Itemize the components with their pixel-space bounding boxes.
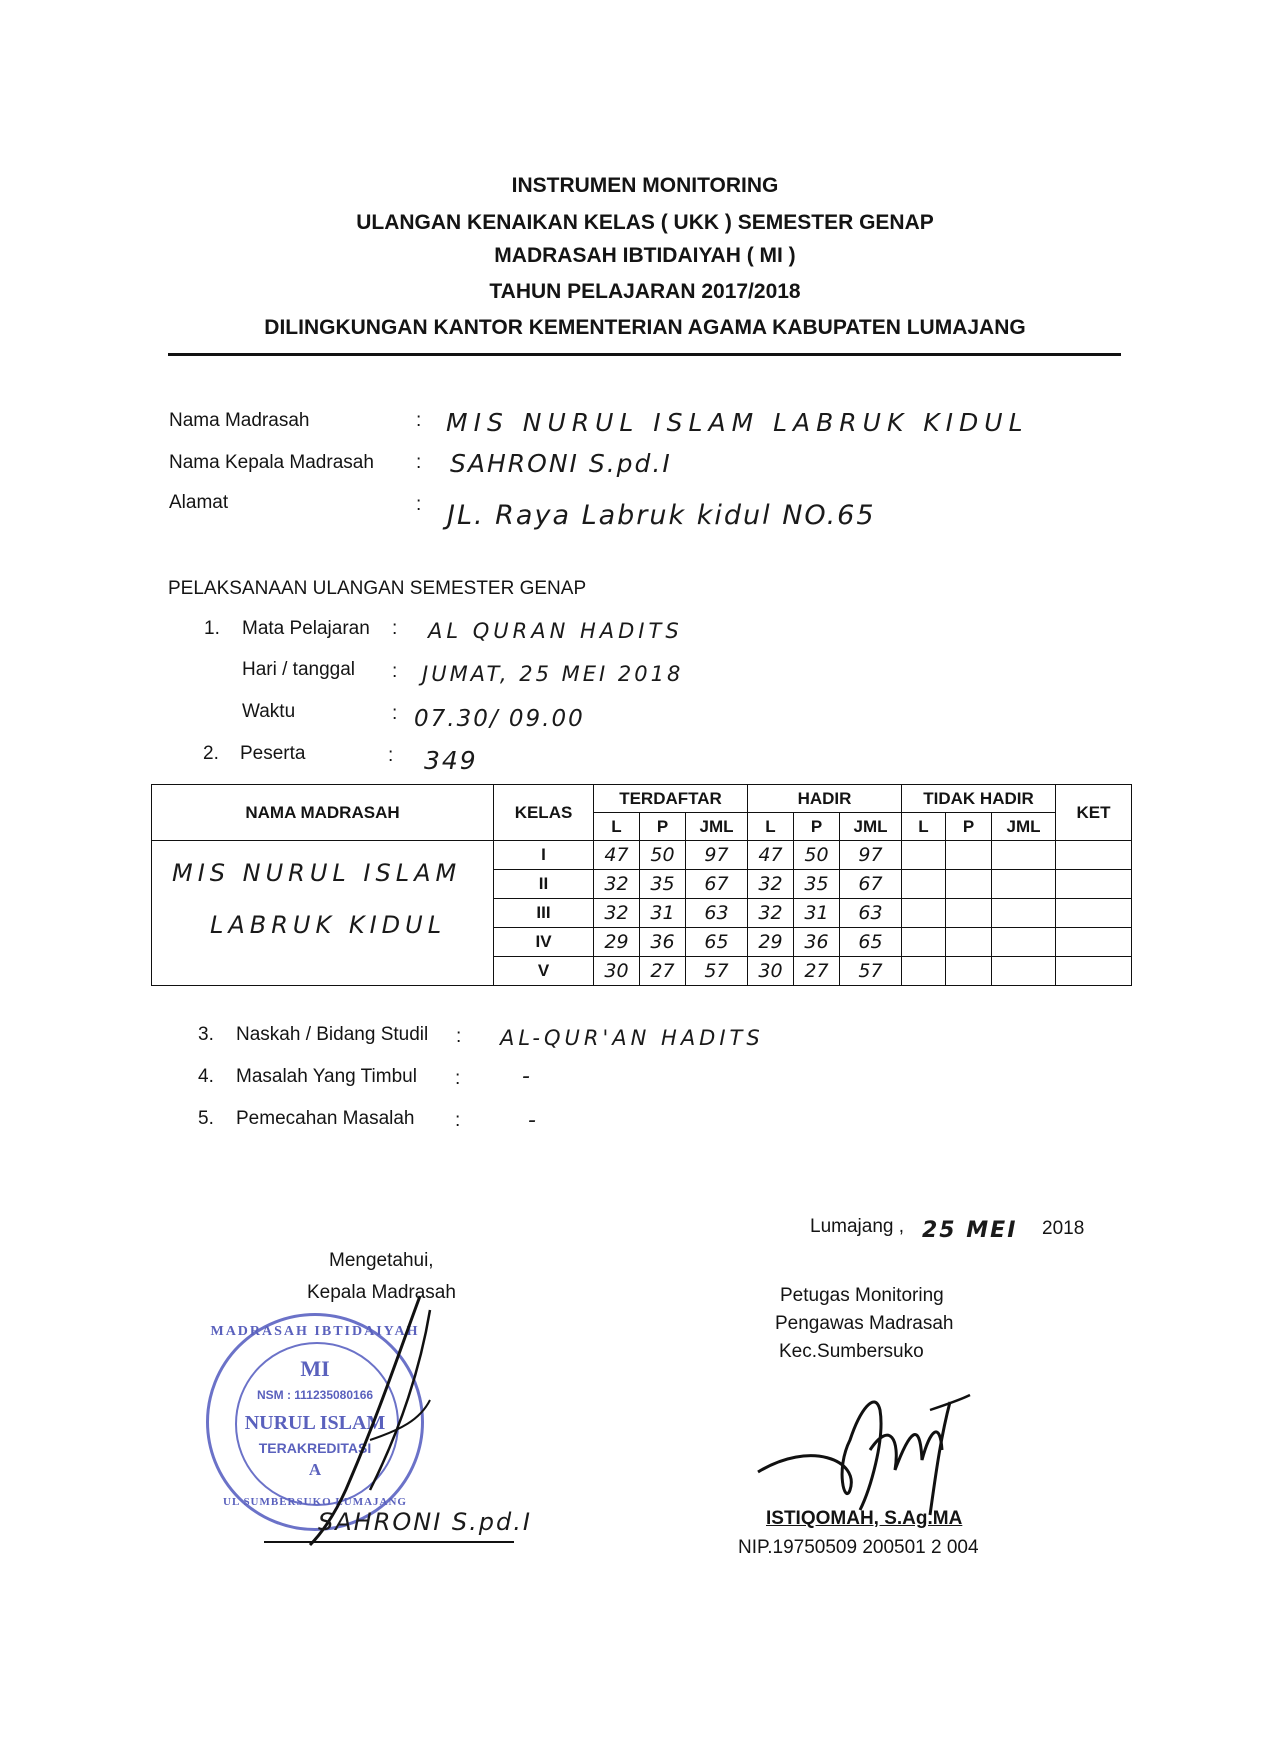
- header-jml: JML: [992, 813, 1056, 841]
- waktu-label: Waktu: [242, 701, 296, 722]
- madrasah-name-line-1: MIS NURUL ISLAM: [172, 859, 462, 887]
- colon: :: [456, 1026, 462, 1047]
- colon: :: [416, 452, 422, 473]
- terdaftar-jml: 57: [686, 957, 748, 986]
- hadir-l: 29: [748, 928, 794, 957]
- tidak-hadir-l: [902, 870, 946, 899]
- terdaftar-l: 29: [594, 928, 640, 957]
- tidak-hadir-jml: [992, 928, 1056, 957]
- right-signatory-name: ISTIQOMAH, S.Ag.MA: [766, 1508, 963, 1529]
- naskah-value: AL-QUR'AN HADITS: [500, 1026, 764, 1050]
- pemecahan-value: -: [528, 1108, 538, 1133]
- kelas-cell: II: [494, 870, 594, 899]
- right-title-1: Petugas Monitoring: [780, 1285, 944, 1306]
- pemecahan-label: Pemecahan Masalah: [236, 1108, 415, 1129]
- mata-pelajaran-value: AL QURAN HADITS: [428, 619, 683, 643]
- tidak-hadir-jml: [992, 899, 1056, 928]
- tidak-hadir-jml: [992, 870, 1056, 899]
- right-title-2: Pengawas Madrasah: [775, 1313, 954, 1334]
- terdaftar-l: 30: [594, 957, 640, 986]
- place-date-year: 2018: [1042, 1218, 1085, 1239]
- attendance-table: [151, 784, 1132, 986]
- left-title-1: Mengetahui,: [329, 1250, 434, 1271]
- naskah-label: Naskah / Bidang Studil: [236, 1024, 429, 1045]
- hadir-l: 32: [748, 870, 794, 899]
- tidak-hadir-p: [946, 870, 992, 899]
- kelas-cell: V: [494, 957, 594, 986]
- right-signatory-nip: NIP.19750509 200501 2 004: [738, 1537, 979, 1558]
- hadir-jml: 63: [840, 899, 902, 928]
- tidak-hadir-l: [902, 957, 946, 986]
- header-jml: JML: [840, 813, 902, 841]
- tidak-hadir-p: [946, 928, 992, 957]
- right-signature-scribble: [750, 1380, 980, 1520]
- stamp-akreditasi: TERAKREDITASI: [258, 1440, 372, 1456]
- right-title-3: Kec.Sumbersuko: [779, 1341, 924, 1362]
- alamat-value: JL. Raya Labruk kidul NO.65: [447, 500, 876, 531]
- terdaftar-p: 50: [640, 841, 686, 870]
- hadir-l: 47: [748, 841, 794, 870]
- waktu-value: 07.30/ 09.00: [414, 706, 585, 732]
- ket-cell: [1056, 841, 1132, 870]
- terdaftar-l: 32: [594, 899, 640, 928]
- hari-tanggal-label: Hari / tanggal: [242, 659, 356, 680]
- left-title-2: Kepala Madrasah: [307, 1282, 456, 1303]
- nama-madrasah-label: Nama Madrasah: [169, 410, 310, 431]
- kelas-cell: IV: [494, 928, 594, 957]
- hadir-jml: 65: [840, 928, 902, 957]
- colon: :: [416, 410, 422, 431]
- ket-cell: [1056, 899, 1132, 928]
- left-signatory-name: SAHRONI S.pd.I: [318, 1508, 532, 1536]
- item-number: 4.: [198, 1066, 214, 1087]
- tidak-hadir-l: [902, 928, 946, 957]
- ket-cell: [1056, 957, 1132, 986]
- peserta-value: 349: [424, 746, 478, 775]
- terdaftar-l: 32: [594, 870, 640, 899]
- terdaftar-jml: 67: [686, 870, 748, 899]
- hadir-p: 36: [794, 928, 840, 957]
- item-number: 2.: [203, 743, 219, 764]
- colon: :: [392, 703, 398, 724]
- colon: :: [455, 1068, 461, 1089]
- pelaksanaan-title: PELAKSANAAN ULANGAN SEMESTER GENAP: [168, 578, 587, 599]
- hadir-p: 31: [794, 899, 840, 928]
- terdaftar-jml: 63: [686, 899, 748, 928]
- ket-cell: [1056, 928, 1132, 957]
- hadir-jml: 97: [840, 841, 902, 870]
- hadir-jml: 67: [840, 870, 902, 899]
- header-line-4: TAHUN PELAJARAN 2017/2018: [489, 280, 801, 303]
- table-row: [152, 841, 1132, 870]
- hadir-jml: 57: [840, 957, 902, 986]
- tidak-hadir-l: [902, 841, 946, 870]
- header-l: L: [748, 813, 794, 841]
- nama-madrasah-value: MIS NURUL ISLAM LABRUK KIDUL: [446, 408, 1029, 437]
- colon: :: [392, 618, 398, 639]
- header-line-1: INSTRUMEN MONITORING: [511, 174, 779, 197]
- kelas-cell: I: [494, 841, 594, 870]
- stamp-top-text: MADRASAH IBTIDAIYAH: [210, 1324, 420, 1339]
- kepala-madrasah-value: SAHRONI S.pd.I: [450, 449, 672, 478]
- colon: :: [388, 745, 394, 766]
- header-divider: [168, 353, 1121, 356]
- header-terdaftar: TERDAFTAR: [594, 785, 748, 813]
- hadir-p: 35: [794, 870, 840, 899]
- tidak-hadir-p: [946, 957, 992, 986]
- madrasah-name-cell: [152, 841, 494, 986]
- header-nama-madrasah: NAMA MADRASAH: [152, 785, 494, 841]
- alamat-label: Alamat: [169, 492, 229, 513]
- kepala-madrasah-label: Nama Kepala Madrasah: [169, 452, 374, 473]
- tidak-hadir-p: [946, 899, 992, 928]
- masalah-label: Masalah Yang Timbul: [236, 1066, 417, 1087]
- item-number: 3.: [198, 1024, 214, 1045]
- header-p: P: [640, 813, 686, 841]
- header-line-5: DILINGKUNGAN KANTOR KEMENTERIAN AGAMA KABUPATEN LUMAJANG: [264, 316, 1026, 339]
- header-line-3: MADRASAH IBTIDAIYAH ( MI ): [494, 244, 796, 267]
- mata-pelajaran-label: Mata Pelajaran: [242, 618, 370, 639]
- header-hadir: HADIR: [748, 785, 902, 813]
- stamp-nsm: NSM : 111235080166: [256, 1388, 374, 1402]
- colon: :: [455, 1110, 461, 1131]
- hadir-l: 30: [748, 957, 794, 986]
- stamp-bottom-text: UL SUMBERSUKO LUMAJANG: [223, 1496, 407, 1508]
- place-date-handwritten: 25 MEI: [922, 1218, 1018, 1243]
- colon: :: [392, 661, 398, 682]
- hadir-p: 50: [794, 841, 840, 870]
- header-tidak-hadir: TIDAK HADIR: [902, 785, 1056, 813]
- terdaftar-l: 47: [594, 841, 640, 870]
- header-line-2: ULANGAN KENAIKAN KELAS ( UKK ) SEMESTER GENAP: [356, 211, 934, 234]
- stamp-grade: A: [308, 1460, 322, 1479]
- colon: :: [416, 494, 422, 515]
- header-jml: JML: [686, 813, 748, 841]
- ket-cell: [1056, 870, 1132, 899]
- terdaftar-jml: 97: [686, 841, 748, 870]
- header-l: L: [902, 813, 946, 841]
- terdaftar-p: 36: [640, 928, 686, 957]
- item-number: 1.: [204, 618, 220, 639]
- item-number: 5.: [198, 1108, 214, 1129]
- header-l: L: [594, 813, 640, 841]
- tidak-hadir-p: [946, 841, 992, 870]
- hadir-p: 27: [794, 957, 840, 986]
- terdaftar-p: 35: [640, 870, 686, 899]
- header-kelas: KELAS: [494, 785, 594, 841]
- terdaftar-p: 27: [640, 957, 686, 986]
- madrasah-name-line-2: LABRUK KIDUL: [210, 911, 447, 939]
- masalah-value: -: [522, 1064, 532, 1089]
- header-ket: KET: [1056, 785, 1132, 841]
- hari-tanggal-value: JUMAT, 25 MEI 2018: [422, 662, 684, 686]
- tidak-hadir-jml: [992, 841, 1056, 870]
- kelas-cell: III: [494, 899, 594, 928]
- tidak-hadir-l: [902, 899, 946, 928]
- left-signature-line: [264, 1541, 514, 1543]
- terdaftar-jml: 65: [686, 928, 748, 957]
- hadir-l: 32: [748, 899, 794, 928]
- tidak-hadir-jml: [992, 957, 1056, 986]
- peserta-label: Peserta: [240, 743, 306, 764]
- place-date-prefix: Lumajang ,: [810, 1216, 905, 1237]
- stamp-mi: MI: [300, 1356, 330, 1381]
- terdaftar-p: 31: [640, 899, 686, 928]
- header-p: P: [794, 813, 840, 841]
- header-p: P: [946, 813, 992, 841]
- stamp-name: NURUL ISLAM: [244, 1412, 386, 1434]
